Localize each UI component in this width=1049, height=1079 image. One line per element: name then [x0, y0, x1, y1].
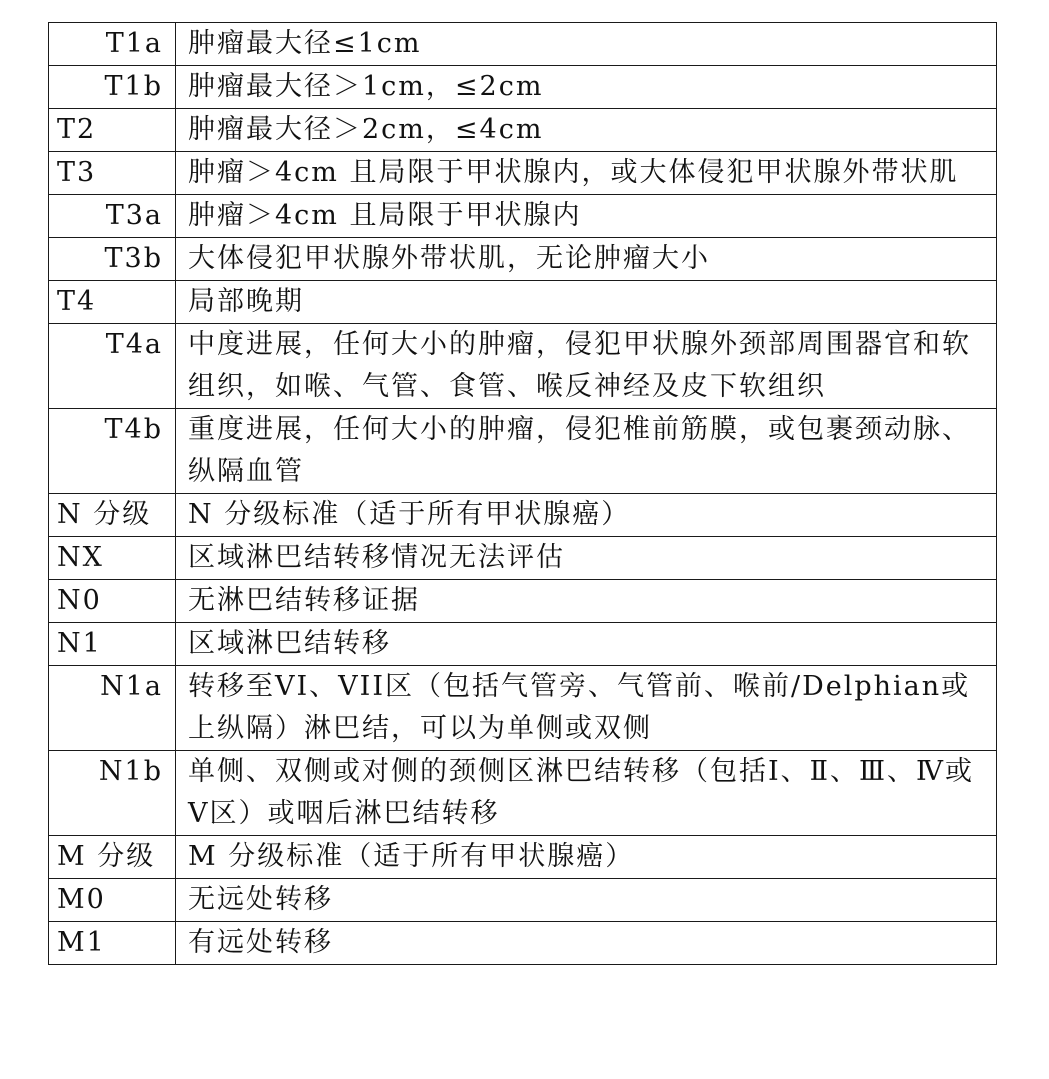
staging-table	[48, 22, 997, 965]
table-row	[49, 836, 997, 879]
stage-code-cell: T4	[49, 281, 176, 324]
staging-table-body	[49, 23, 997, 965]
table-row	[49, 409, 997, 494]
stage-code-cell: T3a	[49, 195, 176, 238]
stage-description-cell: 无淋巴结转移证据	[176, 580, 997, 623]
stage-description-cell: 区域淋巴结转移	[176, 623, 997, 666]
stage-code-cell: N 分级	[49, 494, 176, 537]
table-row	[49, 324, 997, 409]
table-row	[49, 281, 997, 324]
stage-code-cell: N1b	[49, 751, 176, 836]
stage-code-cell: T4a	[49, 324, 176, 409]
stage-code-cell: T2	[49, 109, 176, 152]
stage-description-cell: 无远处转移	[176, 879, 997, 922]
stage-description-cell: 中度进展，任何大小的肿瘤，侵犯甲状腺外颈部周围器官和软组织，如喉、气管、食管、喉反神经及皮下软组织	[176, 324, 997, 409]
stage-code-cell: M1	[49, 922, 176, 965]
stage-code-cell: T3	[49, 152, 176, 195]
stage-description-cell: 肿瘤最大径≤1cm	[176, 23, 997, 66]
table-row	[49, 23, 997, 66]
table-row	[49, 666, 997, 751]
stage-code-cell: N0	[49, 580, 176, 623]
stage-description-cell: 转移至VI、VII区（包括气管旁、气管前、喉前/Delphian或上纵隔）淋巴结，可以为单侧或双侧	[176, 666, 997, 751]
stage-code-cell: T3b	[49, 238, 176, 281]
stage-code-cell: M 分级	[49, 836, 176, 879]
stage-code-cell: T1a	[49, 23, 176, 66]
table-row	[49, 109, 997, 152]
stage-code-cell: T1b	[49, 66, 176, 109]
table-row	[49, 152, 997, 195]
table-row	[49, 879, 997, 922]
stage-description-cell: 肿瘤最大径＞2cm，≤4cm	[176, 109, 997, 152]
table-row	[49, 195, 997, 238]
table-row	[49, 580, 997, 623]
table-row	[49, 751, 997, 836]
stage-code-cell: T4b	[49, 409, 176, 494]
stage-code-cell: N1	[49, 623, 176, 666]
stage-description-cell: 肿瘤最大径＞1cm，≤2cm	[176, 66, 997, 109]
stage-code-cell: M0	[49, 879, 176, 922]
stage-description-cell: 肿瘤＞4cm 且局限于甲状腺内，或大体侵犯甲状腺外带状肌	[176, 152, 997, 195]
stage-code-cell: NX	[49, 537, 176, 580]
table-row	[49, 494, 997, 537]
table-row	[49, 66, 997, 109]
stage-description-cell: 大体侵犯甲状腺外带状肌，无论肿瘤大小	[176, 238, 997, 281]
stage-description-cell: M 分级标准（适于所有甲状腺癌）	[176, 836, 997, 879]
table-row	[49, 238, 997, 281]
stage-description-cell: 重度进展，任何大小的肿瘤，侵犯椎前筋膜，或包裹颈动脉、纵隔血管	[176, 409, 997, 494]
stage-description-cell: 局部晚期	[176, 281, 997, 324]
stage-description-cell: 单侧、双侧或对侧的颈侧区淋巴结转移（包括Ⅰ、Ⅱ、Ⅲ、Ⅳ或Ⅴ区）或咽后淋巴结转移	[176, 751, 997, 836]
stage-description-cell: 区域淋巴结转移情况无法评估	[176, 537, 997, 580]
stage-code-cell: N1a	[49, 666, 176, 751]
table-row	[49, 623, 997, 666]
stage-description-cell: N 分级标准（适于所有甲状腺癌）	[176, 494, 997, 537]
table-row	[49, 537, 997, 580]
table-row	[49, 922, 997, 965]
stage-description-cell: 有远处转移	[176, 922, 997, 965]
stage-description-cell: 肿瘤＞4cm 且局限于甲状腺内	[176, 195, 997, 238]
